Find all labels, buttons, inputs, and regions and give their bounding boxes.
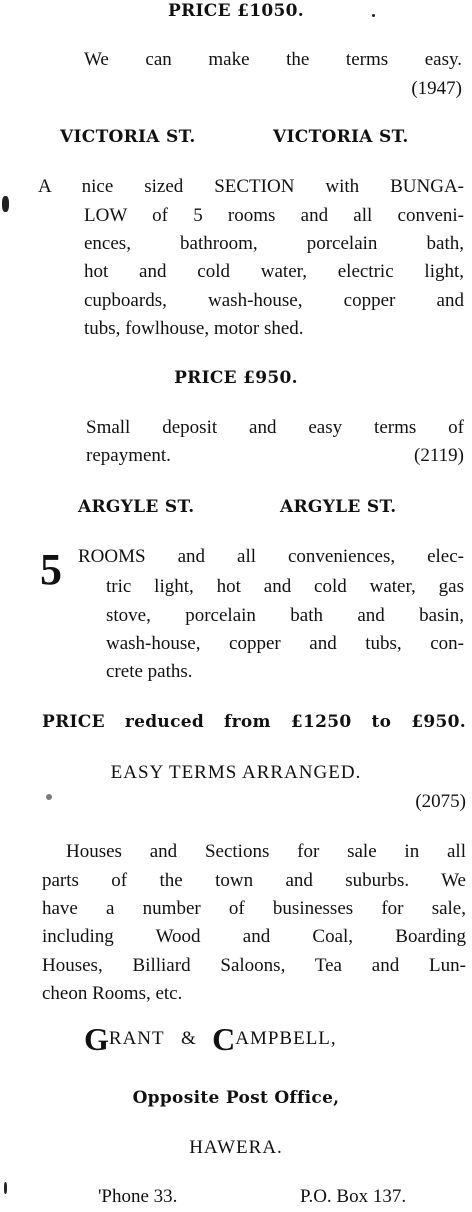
argyle-body-line: ROOMS and all conveniences, elec-	[78, 546, 464, 567]
po-box-line: P.O. Box 137.	[300, 1186, 407, 1207]
price-reduced-line: PRICE reduced from £1250 to £950.	[42, 712, 466, 732]
ref-1947: (1947)	[411, 78, 462, 99]
price-950: PRICE £950.	[174, 368, 298, 388]
phone-line: 'Phone 33.	[98, 1186, 178, 1207]
ref-2119: (2119)	[414, 445, 464, 466]
scan-speck	[46, 794, 52, 800]
argyle-body-line: wash-house, copper and tubs, con-	[106, 633, 464, 654]
victoria-body-line: ences, bathroom, porcelain bath,	[84, 233, 464, 254]
easy-terms: EASY TERMS ARRANGED.	[110, 762, 362, 783]
argyle-body-line: crete paths.	[106, 661, 193, 682]
victoria-body-line: cupboards, wash-house, copper and	[84, 290, 464, 311]
agency-body-line: cheon Rooms, etc.	[42, 983, 183, 1004]
argyle-heading-right: ARGYLE ST.	[280, 497, 397, 517]
agency-body-line: Houses and Sections for sale in all	[66, 841, 466, 862]
firm-ampersand: &	[180, 1028, 196, 1049]
firm-name-grant: RANT	[108, 1028, 165, 1049]
agency-body-line: Houses, Billiard Saloons, Tea and Lun-	[42, 955, 466, 976]
argyle-heading-left: ARGYLE ST.	[78, 497, 195, 517]
terms-easy-line: We can make the terms easy.	[84, 49, 462, 70]
victoria-body-line: hot and cold water, electric light,	[84, 261, 464, 282]
argyle-body-line: tric light, hot and cold water, gas	[106, 576, 464, 597]
town-line: HAWERA.	[189, 1137, 283, 1158]
agency-body-line: including Wood and Coal, Boarding	[42, 926, 466, 947]
victoria-body-line: LOW of 5 rooms and all conveni-	[84, 205, 464, 226]
scan-speck	[4, 1182, 7, 1194]
scan-speck	[2, 196, 9, 212]
victoria-heading-left: VICTORIA ST.	[60, 127, 196, 147]
scan-speck	[372, 14, 375, 17]
firm-initial-g: G	[84, 1021, 109, 1057]
victoria-body-line: A nice sized SECTION with BUNGA-	[38, 176, 464, 197]
ref-2075: (2075)	[415, 791, 466, 812]
victoria-body-line: tubs, fowlhouse, motor shed.	[84, 318, 304, 339]
argyle-body-line: stove, porcelain bath and basin,	[106, 605, 464, 626]
address-line: Opposite Post Office,	[132, 1088, 340, 1108]
agency-body-line: have a number of businesses for sale,	[42, 898, 466, 919]
victoria-heading-right: VICTORIA ST.	[273, 127, 409, 147]
firm-name	[84, 1021, 444, 1068]
price-1050: PRICE £1050.	[168, 1, 304, 21]
deposit-line: repayment.	[86, 445, 171, 466]
deposit-line: Small deposit and easy terms of	[86, 417, 464, 438]
firm-name-campbell: AMPBELL,	[235, 1028, 337, 1049]
agency-body-line: parts of the town and suburbs. We	[42, 870, 466, 891]
firm-initial-c: C	[212, 1021, 236, 1057]
drop-cap-5: 5	[40, 545, 62, 594]
